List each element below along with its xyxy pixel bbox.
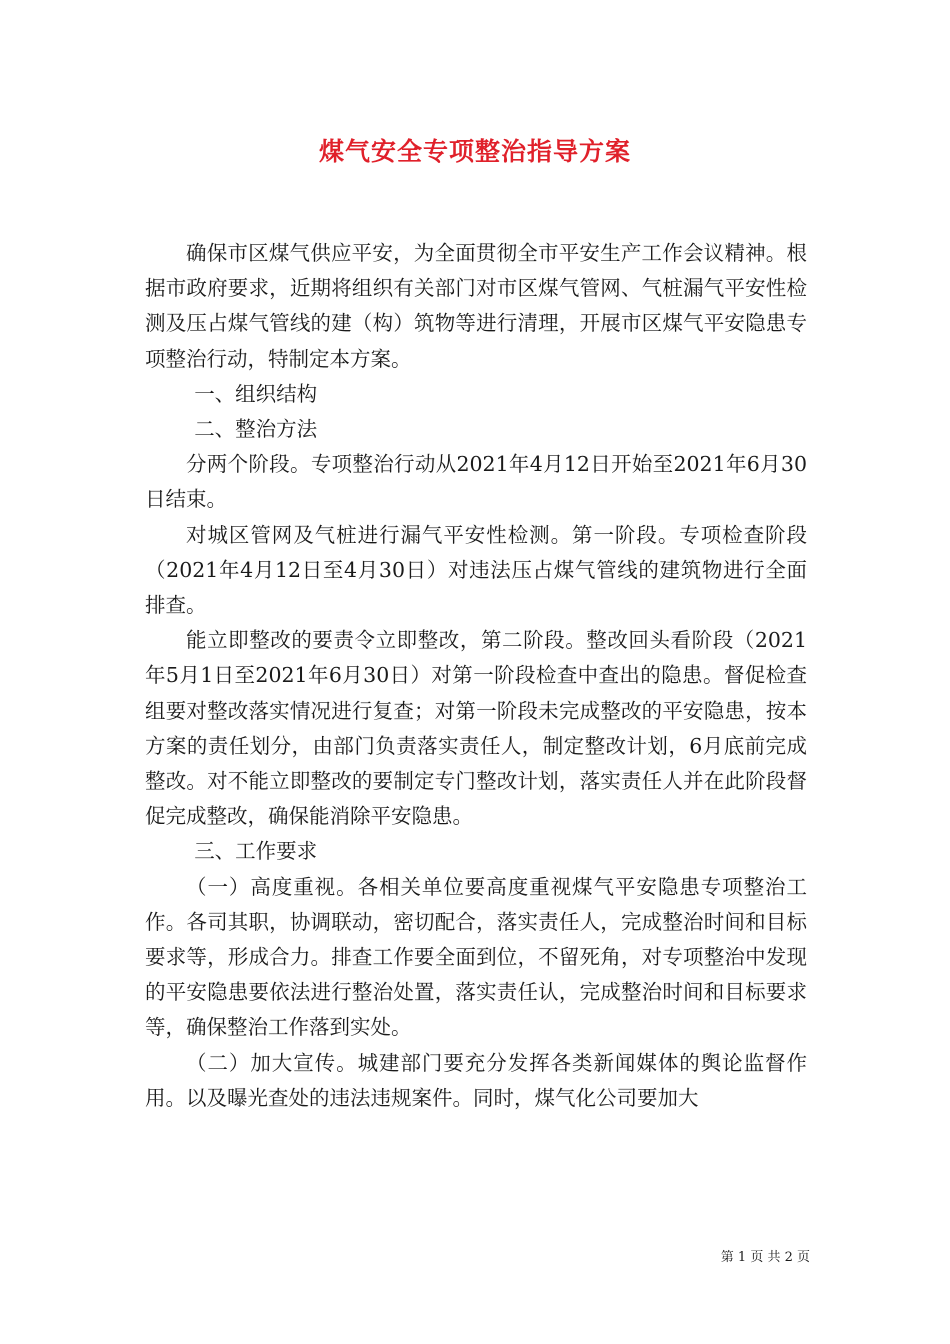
methods-paragraph-stage-two: 能立即整改的要责令立即整改，第二阶段。整改回头看阶段（2021年5月1日至2021年6月30日）对第一阶段检查中查出的隐患。督促检查组要对整改落实情况进行复查；对第一阶段未完成整改的平安隐患，按本方案的责任划分，由部门负责落实责任人，制定整改计划，6月底前完成整改。对不能立即整改的要制定专门整改计划，落实责任人并在此阶段督促完成整改，确保能消除平安隐患。 [145,628,807,829]
section-heading-organization: 一、组织结构 [194,381,318,406]
requirements-paragraph-one: （一）高度重视。各相关单位要高度重视煤气平安隐患专项整治工作。各司其职，协调联动，密切配合，落实责任人，完成整治时间和目标要求等，形成合力。排查工作要全面到位，不留死角，对专项整治中发现的平安隐患要依法进行整治处置，落实责任认，完成整治时间和目标要求等，确保整治工作落到实处。 [145,874,807,1040]
document-title: 煤气安全专项整治指导方案 [318,137,631,166]
methods-paragraph-stages: 分两个阶段。专项整治行动从2021年4月12日开始至2021年6月30日结束。 [145,452,807,512]
section-heading-methods: 二、整治方法 [194,417,318,442]
document-body [145,236,807,1116]
intro-paragraph: 确保市区煤气供应平安，为全面贯彻全市平安生产工作会议精神。根据市政府要求，近期将组织有关部门对市区煤气管网、气桩漏气平安性检测及压占煤气管线的建（构）筑物等进行清理，开展市区煤气平安隐患专项整治行动，特制定本方案。 [145,241,807,371]
methods-paragraph-stage-one: 对城区管网及气桩进行漏气平安性检测。第一阶段。专项检查阶段（2021年4月12日至4月30日）对违法压占煤气管线的建筑物进行全面排查。 [145,522,807,618]
requirements-paragraph-two: （二）加大宣传。城建部门要充分发挥各类新闻媒体的舆论监督作用。以及曝光查处的违法违规案件。同时，煤气化公司要加大 [145,1050,807,1110]
page-number-footer: 第 1 页 共 2 页 [720,1250,810,1265]
section-heading-requirements: 三、工作要求 [194,839,318,864]
